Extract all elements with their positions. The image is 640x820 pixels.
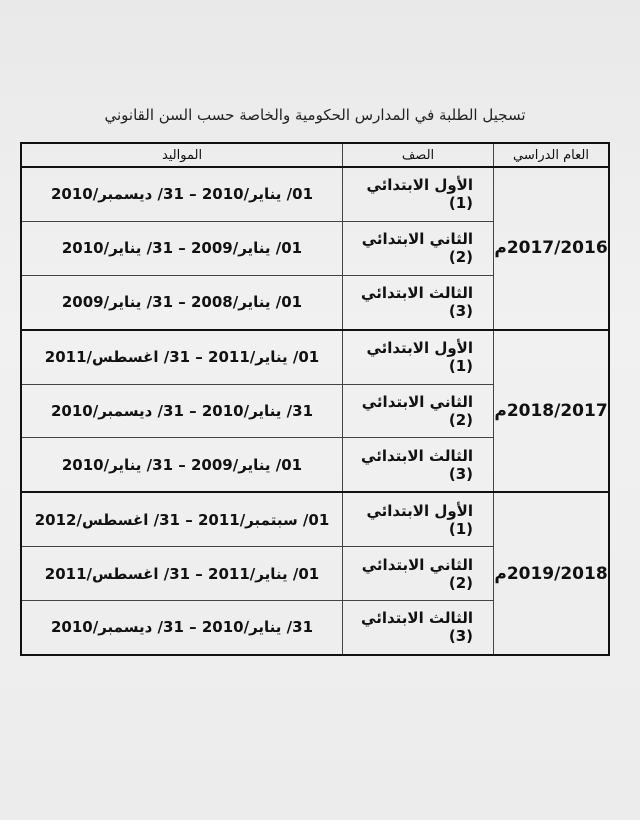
birth-range-cell: 31/ يناير/2010 – 31/ ديسمبر/2010 [21, 600, 343, 655]
academic-year-cell: 2017/2016م [494, 167, 610, 330]
birth-range-cell: 01/ سبتمبر/2011 – 31/ اغسطس/2012 [21, 492, 343, 546]
table-row [21, 330, 609, 384]
header-births: المواليد [21, 143, 343, 167]
grade-cell: الثاني الابتدائي (2) [343, 547, 494, 601]
birth-range-cell: 01/ يناير/2009 – 31/ يناير/2010 [21, 438, 343, 492]
table-row [21, 167, 609, 221]
header-year: العام الدراسي [494, 143, 610, 167]
academic-year-cell: 2018/2017م [494, 330, 610, 493]
grade-cell: الثالث الابتدائي (3) [343, 600, 494, 655]
grade-cell: الأول الابتدائي (1) [343, 167, 494, 221]
grade-cell: الأول الابتدائي (1) [343, 330, 494, 384]
header-row [21, 143, 609, 167]
grade-cell: الأول الابتدائي (1) [343, 492, 494, 546]
header-grade: الصف [343, 143, 494, 167]
document-title: تسجيل الطلبة في المدارس الحكومية والخاصة حسب السن القانوني [104, 106, 526, 124]
grade-cell: الثالث الابتدائي (3) [343, 438, 494, 492]
academic-year-cell: 2019/2018م [494, 492, 610, 655]
birth-range-cell: 01/ يناير/2009 – 31/ يناير/2010 [21, 221, 343, 275]
birth-range-cell: 31/ يناير/2010 – 31/ ديسمبر/2010 [21, 384, 343, 438]
birth-range-cell: 01/ يناير/2010 – 31/ ديسمبر/2010 [21, 167, 343, 221]
grade-cell: الثالث الابتدائي (3) [343, 275, 494, 329]
table-row [21, 492, 609, 546]
birth-range-cell: 01/ يناير/2011 – 31/ اغسطس/2011 [21, 547, 343, 601]
birth-range-cell: 01/ يناير/2008 – 31/ يناير/2009 [21, 275, 343, 329]
grade-cell: الثاني الابتدائي (2) [343, 221, 494, 275]
registration-table [20, 142, 610, 656]
grade-cell: الثاني الابتدائي (2) [343, 384, 494, 438]
birth-range-cell: 01/ يناير/2011 – 31/ اغسطس/2011 [21, 330, 343, 384]
